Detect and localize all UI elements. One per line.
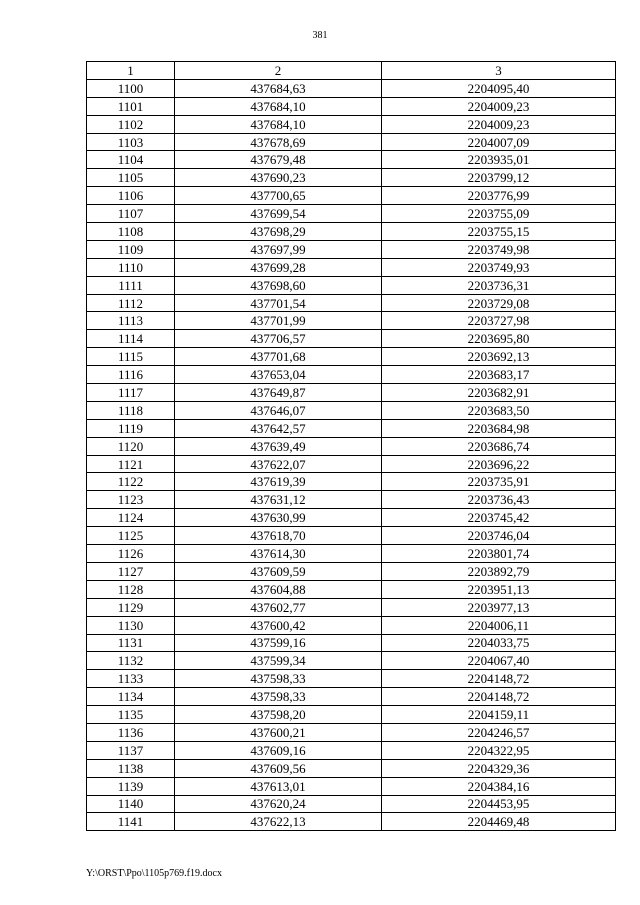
table-row [87, 777, 616, 795]
point-number-cell: 1114 [87, 330, 175, 348]
point-number-cell: 1117 [87, 384, 175, 402]
point-number-cell: 1119 [87, 419, 175, 437]
y-coordinate-cell: 2203729,08 [382, 294, 616, 312]
y-coordinate-cell: 2203727,98 [382, 312, 616, 330]
table-body [87, 79, 616, 830]
x-coordinate-cell: 437700,65 [175, 187, 382, 205]
table-row [87, 223, 616, 241]
y-coordinate-cell: 2203749,93 [382, 258, 616, 276]
table-row [87, 616, 616, 634]
table-row [87, 366, 616, 384]
x-coordinate-cell: 437646,07 [175, 401, 382, 419]
point-number-cell: 1135 [87, 706, 175, 724]
y-coordinate-cell: 2203749,98 [382, 240, 616, 258]
x-coordinate-cell: 437631,12 [175, 491, 382, 509]
point-number-cell: 1116 [87, 366, 175, 384]
table-row [87, 634, 616, 652]
point-number-cell: 1137 [87, 741, 175, 759]
y-coordinate-cell: 2203951,13 [382, 580, 616, 598]
table-row [87, 330, 616, 348]
y-coordinate-cell: 2204453,95 [382, 795, 616, 813]
point-number-cell: 1111 [87, 276, 175, 294]
table-row [87, 580, 616, 598]
table-row [87, 258, 616, 276]
point-number-cell: 1123 [87, 491, 175, 509]
table-row [87, 562, 616, 580]
table-row [87, 491, 616, 509]
page-number: 381 [312, 30, 328, 41]
table-row [87, 133, 616, 151]
y-coordinate-cell: 2203735,91 [382, 473, 616, 491]
table-row [87, 455, 616, 473]
y-coordinate-cell: 2203692,13 [382, 348, 616, 366]
point-number-cell: 1120 [87, 437, 175, 455]
point-number-cell: 1113 [87, 312, 175, 330]
table-row [87, 437, 616, 455]
x-coordinate-cell: 437622,13 [175, 813, 382, 831]
x-coordinate-cell: 437698,29 [175, 223, 382, 241]
x-coordinate-cell: 437701,99 [175, 312, 382, 330]
point-number-cell: 1104 [87, 151, 175, 169]
y-coordinate-cell: 2204246,57 [382, 723, 616, 741]
table-row [87, 169, 616, 187]
x-coordinate-cell: 437599,16 [175, 634, 382, 652]
y-coordinate-cell: 2204148,72 [382, 670, 616, 688]
point-number-cell: 1122 [87, 473, 175, 491]
table-row [87, 151, 616, 169]
table-row [87, 97, 616, 115]
table-row [87, 813, 616, 831]
point-number-cell: 1126 [87, 545, 175, 563]
point-number-cell: 1129 [87, 598, 175, 616]
table-row [87, 205, 616, 223]
y-coordinate-cell: 2203755,15 [382, 223, 616, 241]
x-coordinate-cell: 437678,69 [175, 133, 382, 151]
y-coordinate-cell: 2203736,43 [382, 491, 616, 509]
x-coordinate-cell: 437701,68 [175, 348, 382, 366]
point-number-cell: 1128 [87, 580, 175, 598]
x-coordinate-cell: 437600,21 [175, 723, 382, 741]
x-coordinate-cell: 437642,57 [175, 419, 382, 437]
table-row [87, 419, 616, 437]
column-header: 1 [87, 62, 175, 80]
x-coordinate-cell: 437614,30 [175, 545, 382, 563]
x-coordinate-cell: 437604,88 [175, 580, 382, 598]
coordinates-table [86, 61, 616, 831]
point-number-cell: 1130 [87, 616, 175, 634]
x-coordinate-cell: 437639,49 [175, 437, 382, 455]
y-coordinate-cell: 2203696,22 [382, 455, 616, 473]
x-coordinate-cell: 437690,23 [175, 169, 382, 187]
footer-file-path: Y:\ORST\Ppo\1105p769.f19.docx [86, 868, 222, 879]
x-coordinate-cell: 437618,70 [175, 527, 382, 545]
table-row [87, 670, 616, 688]
y-coordinate-cell: 2204322,95 [382, 741, 616, 759]
x-coordinate-cell: 437630,99 [175, 509, 382, 527]
point-number-cell: 1141 [87, 813, 175, 831]
table-row [87, 741, 616, 759]
x-coordinate-cell: 437701,54 [175, 294, 382, 312]
y-coordinate-cell: 2204006,11 [382, 616, 616, 634]
x-coordinate-cell: 437622,07 [175, 455, 382, 473]
y-coordinate-cell: 2204469,48 [382, 813, 616, 831]
point-number-cell: 1109 [87, 240, 175, 258]
column-header: 2 [175, 62, 382, 80]
x-coordinate-cell: 437697,99 [175, 240, 382, 258]
table-row [87, 187, 616, 205]
table-row [87, 312, 616, 330]
point-number-cell: 1103 [87, 133, 175, 151]
point-number-cell: 1115 [87, 348, 175, 366]
table-row [87, 598, 616, 616]
point-number-cell: 1118 [87, 401, 175, 419]
y-coordinate-cell: 2204009,23 [382, 115, 616, 133]
table-row [87, 795, 616, 813]
point-number-cell: 1131 [87, 634, 175, 652]
x-coordinate-cell: 437684,10 [175, 115, 382, 133]
table-row [87, 348, 616, 366]
y-coordinate-cell: 2203682,91 [382, 384, 616, 402]
table-row [87, 384, 616, 402]
y-coordinate-cell: 2204159,11 [382, 706, 616, 724]
table-row [87, 759, 616, 777]
point-number-cell: 1140 [87, 795, 175, 813]
point-number-cell: 1125 [87, 527, 175, 545]
table-row [87, 688, 616, 706]
point-number-cell: 1127 [87, 562, 175, 580]
x-coordinate-cell: 437609,56 [175, 759, 382, 777]
table-row [87, 527, 616, 545]
table-row [87, 79, 616, 97]
y-coordinate-cell: 2204067,40 [382, 652, 616, 670]
point-number-cell: 1124 [87, 509, 175, 527]
y-coordinate-cell: 2204095,40 [382, 79, 616, 97]
x-coordinate-cell: 437602,77 [175, 598, 382, 616]
x-coordinate-cell: 437613,01 [175, 777, 382, 795]
point-number-cell: 1138 [87, 759, 175, 777]
x-coordinate-cell: 437620,24 [175, 795, 382, 813]
point-number-cell: 1101 [87, 97, 175, 115]
table-row [87, 473, 616, 491]
point-number-cell: 1110 [87, 258, 175, 276]
y-coordinate-cell: 2203746,04 [382, 527, 616, 545]
point-number-cell: 1134 [87, 688, 175, 706]
x-coordinate-cell: 437598,33 [175, 688, 382, 706]
x-coordinate-cell: 437699,54 [175, 205, 382, 223]
y-coordinate-cell: 2203736,31 [382, 276, 616, 294]
x-coordinate-cell: 437600,42 [175, 616, 382, 634]
y-coordinate-cell: 2204033,75 [382, 634, 616, 652]
y-coordinate-cell: 2203977,13 [382, 598, 616, 616]
point-number-cell: 1102 [87, 115, 175, 133]
table-row [87, 240, 616, 258]
y-coordinate-cell: 2203935,01 [382, 151, 616, 169]
point-number-cell: 1108 [87, 223, 175, 241]
point-number-cell: 1136 [87, 723, 175, 741]
y-coordinate-cell: 2203686,74 [382, 437, 616, 455]
y-coordinate-cell: 2203695,80 [382, 330, 616, 348]
y-coordinate-cell: 2203683,17 [382, 366, 616, 384]
y-coordinate-cell: 2203892,79 [382, 562, 616, 580]
y-coordinate-cell: 2204007,09 [382, 133, 616, 151]
y-coordinate-cell: 2203755,09 [382, 205, 616, 223]
y-coordinate-cell: 2203683,50 [382, 401, 616, 419]
table-row [87, 294, 616, 312]
y-coordinate-cell: 2203684,98 [382, 419, 616, 437]
x-coordinate-cell: 437684,10 [175, 97, 382, 115]
point-number-cell: 1107 [87, 205, 175, 223]
x-coordinate-cell: 437598,33 [175, 670, 382, 688]
y-coordinate-cell: 2204329,36 [382, 759, 616, 777]
x-coordinate-cell: 437706,57 [175, 330, 382, 348]
point-number-cell: 1112 [87, 294, 175, 312]
y-coordinate-cell: 2203799,12 [382, 169, 616, 187]
point-number-cell: 1121 [87, 455, 175, 473]
table-row [87, 545, 616, 563]
y-coordinate-cell: 2204009,23 [382, 97, 616, 115]
x-coordinate-cell: 437699,28 [175, 258, 382, 276]
table-row [87, 276, 616, 294]
table-row [87, 115, 616, 133]
table-row [87, 706, 616, 724]
y-coordinate-cell: 2203745,42 [382, 509, 616, 527]
x-coordinate-cell: 437609,59 [175, 562, 382, 580]
x-coordinate-cell: 437684,63 [175, 79, 382, 97]
table-row [87, 652, 616, 670]
y-coordinate-cell: 2204148,72 [382, 688, 616, 706]
x-coordinate-cell: 437609,16 [175, 741, 382, 759]
point-number-cell: 1100 [87, 79, 175, 97]
x-coordinate-cell: 437649,87 [175, 384, 382, 402]
x-coordinate-cell: 437598,20 [175, 706, 382, 724]
x-coordinate-cell: 437599,34 [175, 652, 382, 670]
point-number-cell: 1133 [87, 670, 175, 688]
table-header-row [87, 62, 616, 80]
point-number-cell: 1105 [87, 169, 175, 187]
x-coordinate-cell: 437619,39 [175, 473, 382, 491]
x-coordinate-cell: 437679,48 [175, 151, 382, 169]
y-coordinate-cell: 2204384,16 [382, 777, 616, 795]
table-row [87, 509, 616, 527]
column-header: 3 [382, 62, 616, 80]
x-coordinate-cell: 437698,60 [175, 276, 382, 294]
point-number-cell: 1106 [87, 187, 175, 205]
point-number-cell: 1139 [87, 777, 175, 795]
x-coordinate-cell: 437653,04 [175, 366, 382, 384]
table-row [87, 401, 616, 419]
point-number-cell: 1132 [87, 652, 175, 670]
table-row [87, 723, 616, 741]
y-coordinate-cell: 2203776,99 [382, 187, 616, 205]
y-coordinate-cell: 2203801,74 [382, 545, 616, 563]
